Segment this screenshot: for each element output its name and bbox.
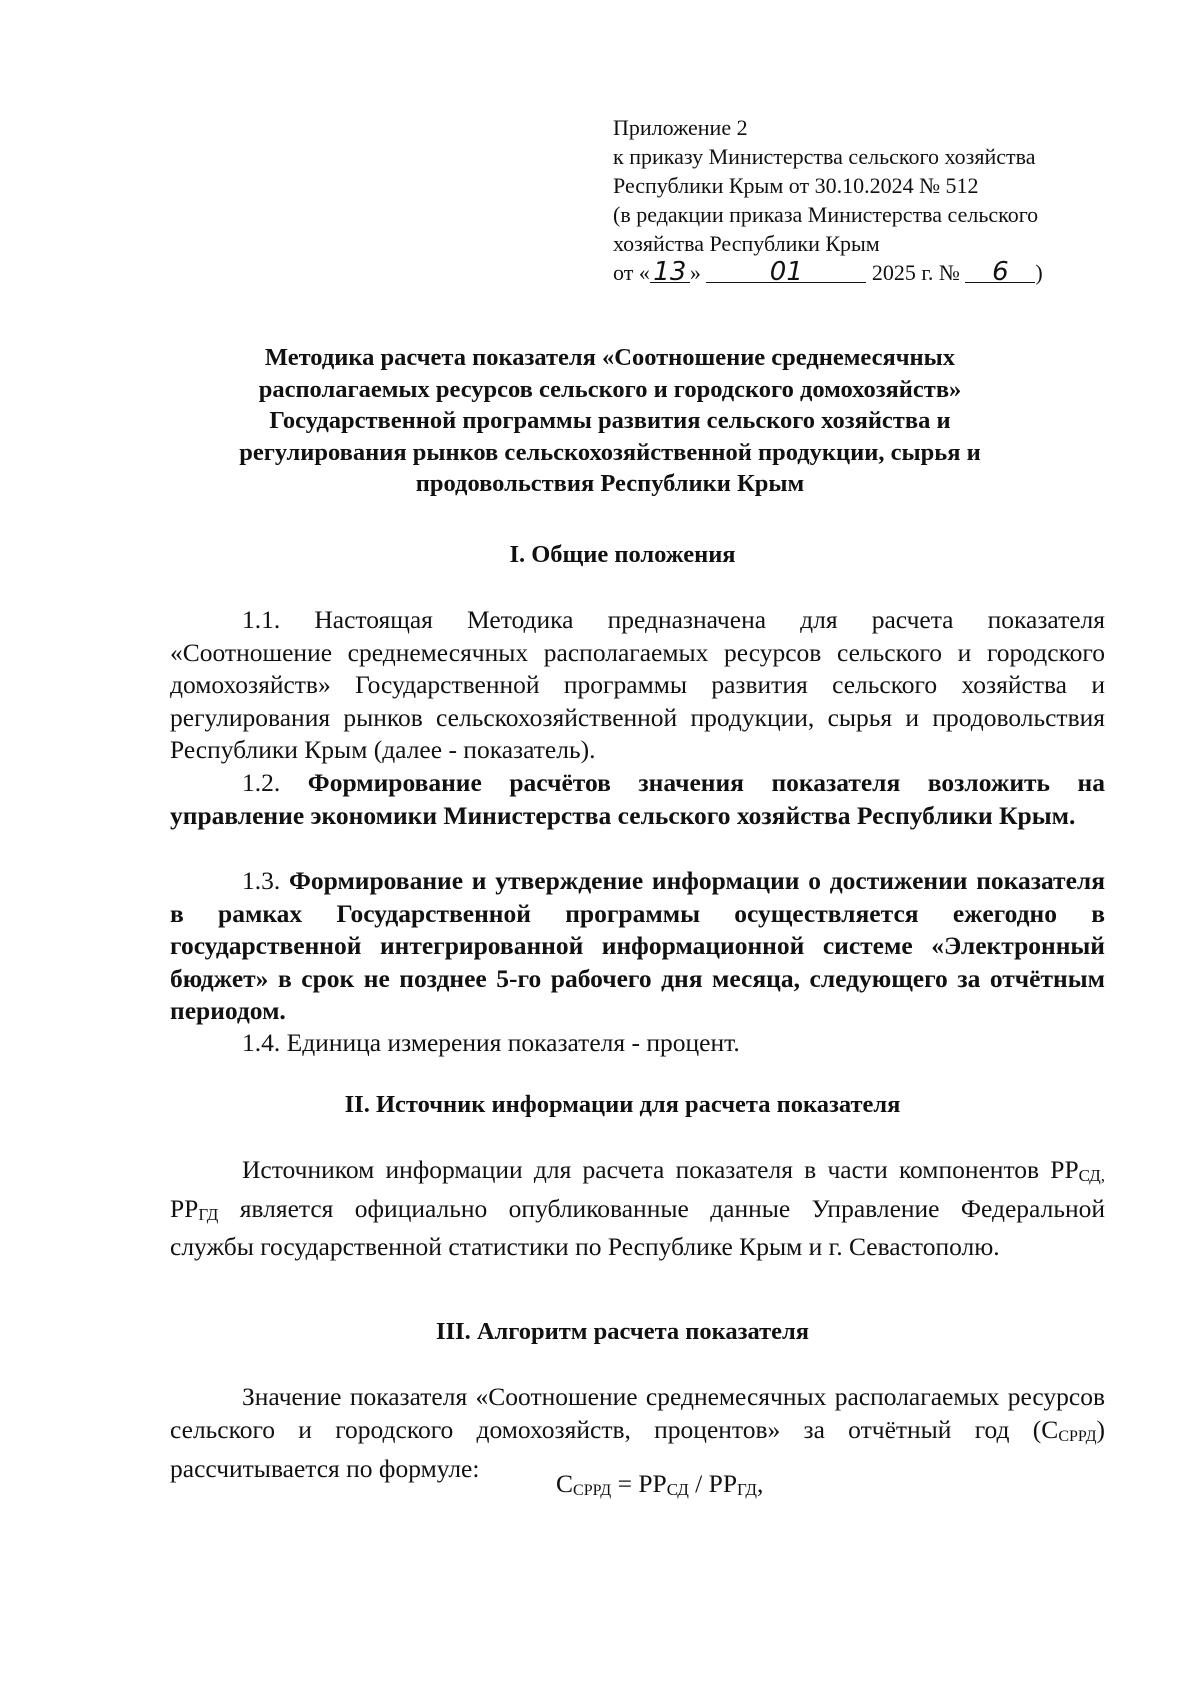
formula-run: / РР (688, 1469, 737, 1498)
annex-line: хозяйства Республики Крым (613, 231, 880, 256)
annex-close: ) (1035, 260, 1043, 285)
date-mid: » (689, 260, 701, 285)
formula-run: = РР (611, 1469, 667, 1498)
text-run: является официально опубликованные данные Управление Федеральной службы государственной статистики по Республике Крым и г. Севастополю. (170, 1193, 1105, 1261)
paragraph-source (170, 1154, 1105, 1264)
text-run: ) рассчитывается по формуле: (170, 1414, 1105, 1483)
annex-block (613, 113, 1133, 287)
annex-line: (в редакции приказа Министерства сельского (613, 202, 1039, 227)
paragraph-1-2 (170, 767, 1105, 832)
title-line: располагаемых ресурсов сельского и городского домохозяйств» (258, 375, 962, 403)
formula-run: , (756, 1469, 764, 1498)
text-run: РР (170, 1193, 199, 1223)
paragraph-text: Формирование и утверждение информации о достижении показателя в рамках Государственной программы осуществляется ежегодно в государственной интегрированной информационной системе «Электронный бюджет» в срок не позднее 5-го рабочего дня месяца, следующего за отчётным периодом. (170, 866, 1105, 1025)
paragraph-1-3 (170, 865, 1105, 1028)
subscript: СРРД (1058, 1427, 1097, 1445)
subscript: СД, (1078, 1166, 1105, 1185)
paragraph-number: 1.3. (242, 866, 281, 895)
handwritten-month: 01 (706, 262, 866, 283)
paragraph-1-4: 1.4. Единица измерения показателя - процент. (242, 1028, 740, 1057)
annex-line: Приложение 2 (613, 115, 748, 140)
title-line: Государственной программы развития сельского хозяйства и (269, 407, 951, 434)
handwritten-day: 13 (650, 262, 690, 283)
title-line: продовольствия Республики Крым (415, 470, 805, 497)
paragraph-1-1: 1.1. Настоящая Методика предназначена для расчета показателя «Соотношение среднемесячных располагаемых ресурсов сельского и городского домохозяйств» Государственной программы развития сельского хозяйства и регулирования рынков сельскохозяйственной продукции, сырья и продовольствия Республики Крым (далее - показатель). (170, 605, 1105, 764)
annex-line: Республики Крым от 30.10.2024 № 512 (613, 173, 979, 198)
year-text: 2025 г. № (871, 260, 960, 285)
subscript: ГД (198, 1204, 219, 1224)
section-heading-algorithm: III. Алгоритм расчета показателя (435, 1318, 810, 1345)
title-line: регулирования рынков сельскохозяйственной продукции, сырья и (239, 438, 981, 466)
document-title (150, 342, 1070, 500)
date-prefix: от « (613, 260, 650, 285)
text-run: Значение показателя «Соотношение среднемесячных располагаемых ресурсов сельского и городского домохозяйств, процентов» за отчётный год (С (170, 1382, 1105, 1444)
title-line: Методика расчета показателя «Соотношение среднемесячных (264, 344, 956, 371)
paragraph-text: Формирование расчётов значения показателя возложить на управление экономики Министерства сельского хозяйства Республики Крым. (170, 768, 1105, 830)
subscript: СРРД (573, 1482, 612, 1499)
text-run: Источником информации для расчета показателя в части компонентов РР (242, 1155, 1079, 1184)
paragraph-number: 1.2. (242, 768, 281, 797)
subscript: ГД (737, 1480, 757, 1499)
formula-run: С (556, 1469, 574, 1498)
formula (556, 1468, 763, 1507)
section-heading-general: I. Общие положения (509, 541, 736, 568)
subscript: СД (666, 1480, 689, 1499)
annex-date-line (613, 258, 1133, 287)
annex-line: к приказу Министерства сельского хозяйства (613, 144, 1036, 169)
section-heading-source: II. Источник информации для расчета показателя (344, 1091, 901, 1118)
handwritten-number: 6 (965, 262, 1035, 283)
